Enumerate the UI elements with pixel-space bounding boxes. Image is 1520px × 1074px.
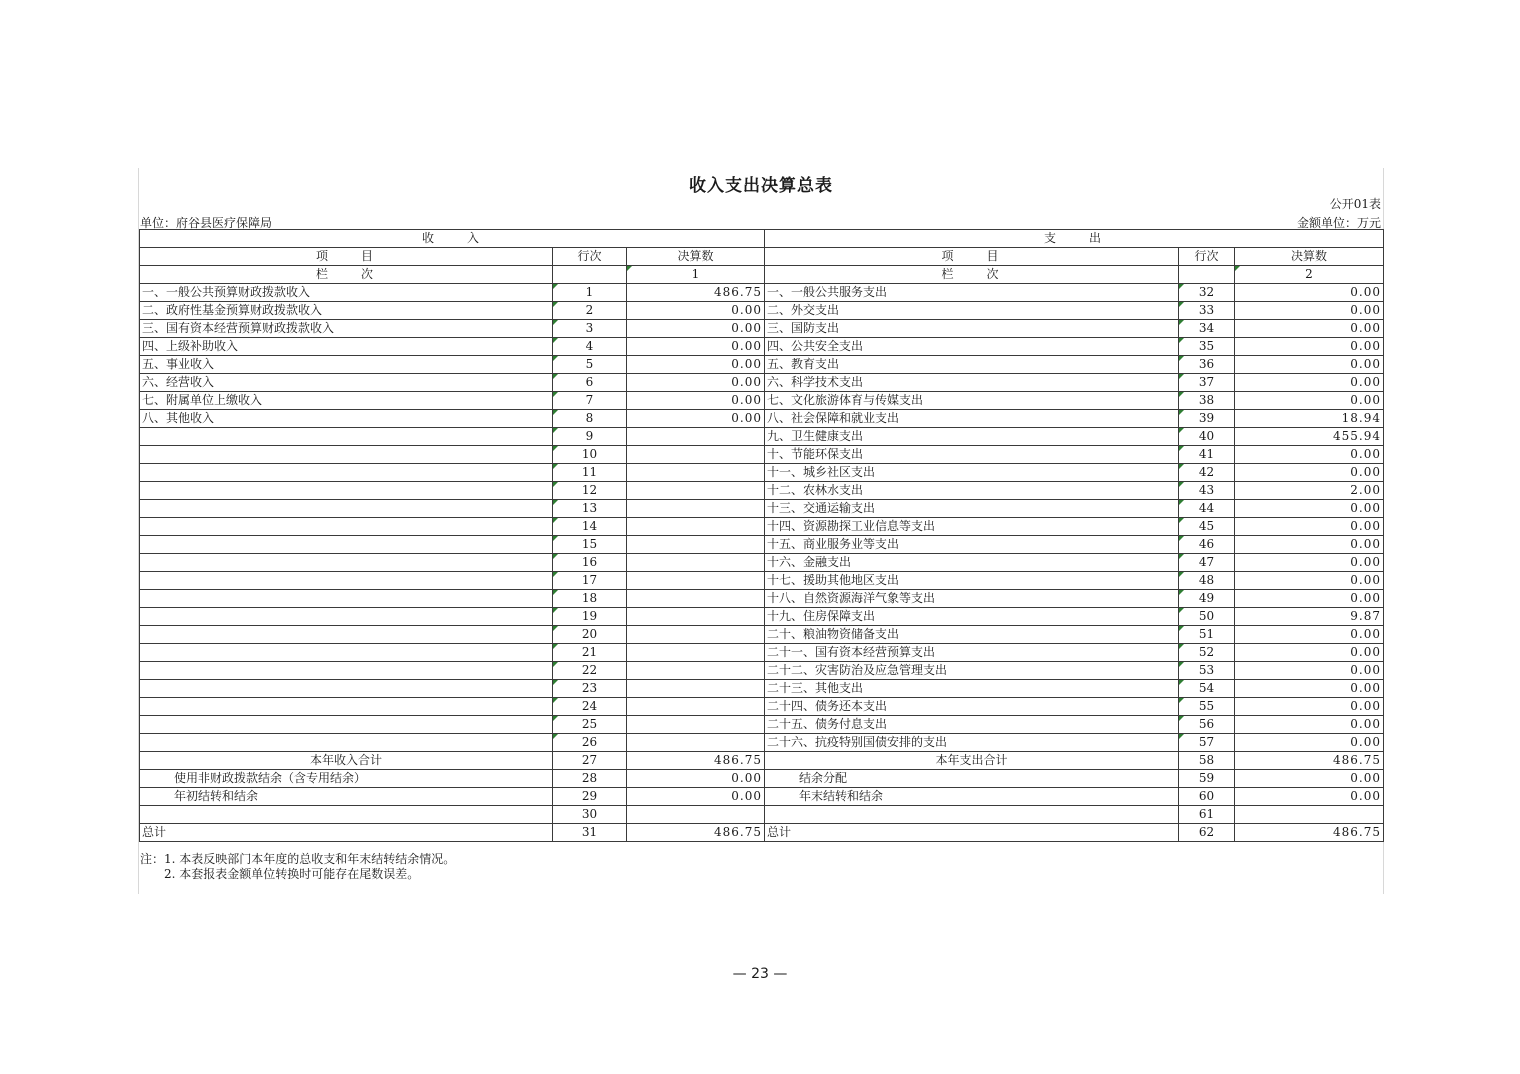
expense-line-no: 44 bbox=[1179, 500, 1235, 518]
income-amount: 0.00 bbox=[627, 374, 765, 392]
expense-item: 十、节能环保支出 bbox=[765, 446, 1179, 464]
table-row bbox=[140, 518, 1384, 536]
page-title: 收入支出决算总表 bbox=[689, 176, 833, 196]
expense-amount: 0.00 bbox=[1235, 644, 1384, 662]
expense-item: 十二、农林水支出 bbox=[765, 482, 1179, 500]
table-row bbox=[140, 536, 1384, 554]
income-line-no: 19 bbox=[553, 608, 627, 626]
income-item: 总计 bbox=[140, 824, 553, 842]
income-item: 六、经营收入 bbox=[140, 374, 553, 392]
income-line-no: 8 bbox=[553, 410, 627, 428]
header-row-sections bbox=[140, 230, 1384, 248]
expense-line-no: 42 bbox=[1179, 464, 1235, 482]
form-code: 公开01表 bbox=[1329, 197, 1381, 211]
note-line-1: 注：1. 本表反映部门本年度的总收支和年末结转结余情况。 bbox=[140, 852, 456, 866]
expense-item: 二十、粮油物资储备支出 bbox=[765, 626, 1179, 644]
expense-item bbox=[765, 806, 1179, 824]
expense-line-no: 62 bbox=[1179, 824, 1235, 842]
expense-item: 总计 bbox=[765, 824, 1179, 842]
income-item: 年初结转和结余 bbox=[140, 788, 553, 806]
expense-amount: 486.75 bbox=[1235, 752, 1384, 770]
expense-line-no: 39 bbox=[1179, 410, 1235, 428]
expense-amount: 0.00 bbox=[1235, 662, 1384, 680]
expense-amount: 0.00 bbox=[1235, 680, 1384, 698]
income-line-no: 29 bbox=[553, 788, 627, 806]
expense-item: 十六、金融支出 bbox=[765, 554, 1179, 572]
expense-line-no: 34 bbox=[1179, 320, 1235, 338]
income-amount bbox=[627, 464, 765, 482]
expense-line-no: 35 bbox=[1179, 338, 1235, 356]
expense-amount: 0.00 bbox=[1235, 788, 1384, 806]
income-line-no: 11 bbox=[553, 464, 627, 482]
expense-amount: 2.00 bbox=[1235, 482, 1384, 500]
expense-amount: 0.00 bbox=[1235, 626, 1384, 644]
expense-item: 十四、资源勘探工业信息等支出 bbox=[765, 518, 1179, 536]
expense-item: 八、社会保障和就业支出 bbox=[765, 410, 1179, 428]
income-line-no: 10 bbox=[553, 446, 627, 464]
income-line-no: 1 bbox=[553, 284, 627, 302]
income-amount: 0.00 bbox=[627, 302, 765, 320]
expense-amount: 455.94 bbox=[1235, 428, 1384, 446]
income-amount bbox=[627, 626, 765, 644]
header-row-column-index bbox=[140, 266, 1384, 284]
expense-amount: 0.00 bbox=[1235, 284, 1384, 302]
expense-item: 一、一般公共服务支出 bbox=[765, 284, 1179, 302]
money-unit: 金额单位：万元 bbox=[1296, 216, 1381, 230]
income-item bbox=[140, 644, 553, 662]
income-line-header: 行次 bbox=[553, 248, 627, 266]
expense-line-no: 53 bbox=[1179, 662, 1235, 680]
expense-line-no: 58 bbox=[1179, 752, 1235, 770]
total-row bbox=[140, 824, 1384, 842]
expense-amount: 9.87 bbox=[1235, 608, 1384, 626]
table-row bbox=[140, 572, 1384, 590]
header-row-columns bbox=[140, 248, 1384, 266]
table-row bbox=[140, 590, 1384, 608]
table-row bbox=[140, 464, 1384, 482]
expense-line-no: 57 bbox=[1179, 734, 1235, 752]
income-amount: 0.00 bbox=[627, 392, 765, 410]
expense-column-label: 栏 次 bbox=[765, 266, 1179, 284]
income-item-header: 项 目 bbox=[140, 248, 553, 266]
table-row bbox=[140, 284, 1384, 302]
table-row bbox=[140, 410, 1384, 428]
expense-amount: 0.00 bbox=[1235, 770, 1384, 788]
expense-line-no: 36 bbox=[1179, 356, 1235, 374]
expense-line-no: 46 bbox=[1179, 536, 1235, 554]
income-expense-table bbox=[139, 229, 1384, 842]
income-line-no: 18 bbox=[553, 590, 627, 608]
expense-item: 二十三、其他支出 bbox=[765, 680, 1179, 698]
income-line-no: 14 bbox=[553, 518, 627, 536]
expense-amount: 0.00 bbox=[1235, 500, 1384, 518]
income-line-no: 22 bbox=[553, 662, 627, 680]
expense-amount: 0.00 bbox=[1235, 554, 1384, 572]
table-row bbox=[140, 374, 1384, 392]
expense-line-no: 45 bbox=[1179, 518, 1235, 536]
table-row bbox=[140, 788, 1384, 806]
table-row bbox=[140, 428, 1384, 446]
income-amount bbox=[627, 500, 765, 518]
income-amount: 0.00 bbox=[627, 338, 765, 356]
income-item bbox=[140, 698, 553, 716]
income-amount: 0.00 bbox=[627, 788, 765, 806]
income-item bbox=[140, 500, 553, 518]
table-row bbox=[140, 320, 1384, 338]
income-column-index: 1 bbox=[627, 266, 765, 284]
income-amount bbox=[627, 680, 765, 698]
income-line-no: 7 bbox=[553, 392, 627, 410]
income-line-no: 15 bbox=[553, 536, 627, 554]
expense-item: 十九、住房保障支出 bbox=[765, 608, 1179, 626]
expense-item: 十七、援助其他地区支出 bbox=[765, 572, 1179, 590]
income-item bbox=[140, 446, 553, 464]
expense-item: 二十四、债务还本支出 bbox=[765, 698, 1179, 716]
income-item bbox=[140, 482, 553, 500]
table-row bbox=[140, 392, 1384, 410]
expense-header: 支 出 bbox=[765, 230, 1384, 248]
expense-item: 二十一、国有资本经营预算支出 bbox=[765, 644, 1179, 662]
expense-item: 十三、交通运输支出 bbox=[765, 500, 1179, 518]
expense-line-no: 41 bbox=[1179, 446, 1235, 464]
table-row bbox=[140, 356, 1384, 374]
income-item: 二、政府性基金预算财政拨款收入 bbox=[140, 302, 553, 320]
income-line-no: 24 bbox=[553, 698, 627, 716]
table-row bbox=[140, 500, 1384, 518]
expense-amount: 0.00 bbox=[1235, 716, 1384, 734]
expense-line-no: 59 bbox=[1179, 770, 1235, 788]
income-item bbox=[140, 518, 553, 536]
income-line-no: 3 bbox=[553, 320, 627, 338]
table-row bbox=[140, 662, 1384, 680]
expense-amount: 0.00 bbox=[1235, 734, 1384, 752]
expense-line-header: 行次 bbox=[1179, 248, 1235, 266]
table-row bbox=[140, 554, 1384, 572]
expense-amount: 0.00 bbox=[1235, 392, 1384, 410]
income-line-no: 9 bbox=[553, 428, 627, 446]
income-line-no: 23 bbox=[553, 680, 627, 698]
income-amount bbox=[627, 590, 765, 608]
expense-amount: 0.00 bbox=[1235, 338, 1384, 356]
income-line-no: 26 bbox=[553, 734, 627, 752]
expense-item: 五、教育支出 bbox=[765, 356, 1179, 374]
expense-item: 二、外交支出 bbox=[765, 302, 1179, 320]
income-amount bbox=[627, 806, 765, 824]
expense-amount: 0.00 bbox=[1235, 374, 1384, 392]
expense-amount: 0.00 bbox=[1235, 590, 1384, 608]
table-row bbox=[140, 446, 1384, 464]
income-item: 四、上级补助收入 bbox=[140, 338, 553, 356]
expense-amount: 0.00 bbox=[1235, 518, 1384, 536]
expense-line-no: 32 bbox=[1179, 284, 1235, 302]
income-line-no: 6 bbox=[553, 374, 627, 392]
income-item bbox=[140, 716, 553, 734]
income-item bbox=[140, 536, 553, 554]
subtotal-row bbox=[140, 752, 1384, 770]
expense-line-no: 38 bbox=[1179, 392, 1235, 410]
income-line-no: 31 bbox=[553, 824, 627, 842]
table-row bbox=[140, 806, 1384, 824]
expense-item: 二十二、灾害防治及应急管理支出 bbox=[765, 662, 1179, 680]
expense-line-no: 55 bbox=[1179, 698, 1235, 716]
expense-item: 二十五、债务付息支出 bbox=[765, 716, 1179, 734]
income-item: 三、国有资本经营预算财政拨款收入 bbox=[140, 320, 553, 338]
expense-item: 十五、商业服务业等支出 bbox=[765, 536, 1179, 554]
expense-item: 四、公共安全支出 bbox=[765, 338, 1179, 356]
income-amount bbox=[627, 716, 765, 734]
table-row bbox=[140, 770, 1384, 788]
report-sheet bbox=[138, 168, 1384, 894]
income-item: 使用非财政拨款结余（含专用结余） bbox=[140, 770, 553, 788]
expense-amount-header: 决算数 bbox=[1235, 248, 1384, 266]
income-amount bbox=[627, 554, 765, 572]
income-line-no: 27 bbox=[553, 752, 627, 770]
income-amount: 486.75 bbox=[627, 752, 765, 770]
table-row bbox=[140, 608, 1384, 626]
income-item: 一、一般公共预算财政拨款收入 bbox=[140, 284, 553, 302]
expense-column-index: 2 bbox=[1235, 266, 1384, 284]
table-row bbox=[140, 626, 1384, 644]
expense-item-header: 项 目 bbox=[765, 248, 1179, 266]
expense-amount: 0.00 bbox=[1235, 464, 1384, 482]
income-amount: 0.00 bbox=[627, 770, 765, 788]
income-amount bbox=[627, 734, 765, 752]
expense-line-no: 60 bbox=[1179, 788, 1235, 806]
income-amount bbox=[627, 428, 765, 446]
expense-amount bbox=[1235, 806, 1384, 824]
income-line-no: 2 bbox=[553, 302, 627, 320]
note-line-2: 2. 本套报表金额单位转换时可能存在尾数误差。 bbox=[140, 867, 420, 881]
income-item: 七、附属单位上缴收入 bbox=[140, 392, 553, 410]
expense-item: 二十六、抗疫特别国债安排的支出 bbox=[765, 734, 1179, 752]
income-amount: 0.00 bbox=[627, 320, 765, 338]
income-item bbox=[140, 428, 553, 446]
table-row bbox=[140, 698, 1384, 716]
income-item bbox=[140, 572, 553, 590]
income-line-no: 21 bbox=[553, 644, 627, 662]
income-line-no: 28 bbox=[553, 770, 627, 788]
income-amount bbox=[627, 482, 765, 500]
expense-line-no: 40 bbox=[1179, 428, 1235, 446]
income-amount bbox=[627, 518, 765, 536]
expense-item: 六、科学技术支出 bbox=[765, 374, 1179, 392]
income-item bbox=[140, 734, 553, 752]
table-row bbox=[140, 338, 1384, 356]
expense-amount: 0.00 bbox=[1235, 320, 1384, 338]
income-amount bbox=[627, 698, 765, 716]
expense-line-no: 56 bbox=[1179, 716, 1235, 734]
income-item bbox=[140, 626, 553, 644]
income-item bbox=[140, 590, 553, 608]
notes bbox=[140, 852, 455, 882]
expense-line-no: 43 bbox=[1179, 482, 1235, 500]
income-item bbox=[140, 806, 553, 824]
income-item bbox=[140, 662, 553, 680]
expense-line-no: 54 bbox=[1179, 680, 1235, 698]
expense-item: 年末结转和结余 bbox=[765, 788, 1179, 806]
income-line-no: 4 bbox=[553, 338, 627, 356]
unit-label: 单位：府谷县医疗保障局 bbox=[140, 216, 273, 230]
table-row bbox=[140, 734, 1384, 752]
income-line-no: 13 bbox=[553, 500, 627, 518]
expense-line-no: 33 bbox=[1179, 302, 1235, 320]
income-amount bbox=[627, 644, 765, 662]
income-column-label: 栏 次 bbox=[140, 266, 553, 284]
expense-item: 十一、城乡社区支出 bbox=[765, 464, 1179, 482]
table-row bbox=[140, 302, 1384, 320]
expense-amount: 0.00 bbox=[1235, 356, 1384, 374]
income-line-no: 20 bbox=[553, 626, 627, 644]
income-item: 八、其他收入 bbox=[140, 410, 553, 428]
table-row bbox=[140, 482, 1384, 500]
income-amount: 0.00 bbox=[627, 410, 765, 428]
expense-line-no: 61 bbox=[1179, 806, 1235, 824]
income-line-no: 5 bbox=[553, 356, 627, 374]
expense-item: 九、卫生健康支出 bbox=[765, 428, 1179, 446]
table-row bbox=[140, 644, 1384, 662]
income-amount: 0.00 bbox=[627, 356, 765, 374]
income-amount bbox=[627, 608, 765, 626]
income-item: 五、事业收入 bbox=[140, 356, 553, 374]
income-amount bbox=[627, 662, 765, 680]
income-amount bbox=[627, 572, 765, 590]
expense-item: 十八、自然资源海洋气象等支出 bbox=[765, 590, 1179, 608]
expense-amount: 0.00 bbox=[1235, 446, 1384, 464]
expense-line-no: 48 bbox=[1179, 572, 1235, 590]
expense-item: 七、文化旅游体育与传媒支出 bbox=[765, 392, 1179, 410]
income-line-blank bbox=[553, 266, 627, 284]
income-line-no: 30 bbox=[553, 806, 627, 824]
income-item bbox=[140, 608, 553, 626]
expense-line-no: 49 bbox=[1179, 590, 1235, 608]
expense-line-no: 47 bbox=[1179, 554, 1235, 572]
expense-item: 三、国防支出 bbox=[765, 320, 1179, 338]
income-item bbox=[140, 464, 553, 482]
income-amount bbox=[627, 446, 765, 464]
income-line-no: 25 bbox=[553, 716, 627, 734]
income-amount: 486.75 bbox=[627, 284, 765, 302]
expense-amount: 0.00 bbox=[1235, 698, 1384, 716]
expense-line-no: 51 bbox=[1179, 626, 1235, 644]
expense-item: 结余分配 bbox=[765, 770, 1179, 788]
income-item bbox=[140, 680, 553, 698]
expense-amount: 0.00 bbox=[1235, 572, 1384, 590]
income-amount bbox=[627, 536, 765, 554]
expense-amount: 0.00 bbox=[1235, 302, 1384, 320]
expense-amount: 0.00 bbox=[1235, 536, 1384, 554]
expense-amount: 486.75 bbox=[1235, 824, 1384, 842]
income-line-no: 17 bbox=[553, 572, 627, 590]
expense-amount: 18.94 bbox=[1235, 410, 1384, 428]
income-header: 收 入 bbox=[140, 230, 765, 248]
expense-line-no: 37 bbox=[1179, 374, 1235, 392]
expense-line-blank bbox=[1179, 266, 1235, 284]
page-number: — 23 — bbox=[732, 966, 788, 982]
expense-line-no: 50 bbox=[1179, 608, 1235, 626]
income-item bbox=[140, 554, 553, 572]
table-row bbox=[140, 716, 1384, 734]
income-item: 本年收入合计 bbox=[140, 752, 553, 770]
income-amount-header: 决算数 bbox=[627, 248, 765, 266]
income-amount: 486.75 bbox=[627, 824, 765, 842]
income-line-no: 16 bbox=[553, 554, 627, 572]
expense-line-no: 52 bbox=[1179, 644, 1235, 662]
expense-item: 本年支出合计 bbox=[765, 752, 1179, 770]
table-row bbox=[140, 680, 1384, 698]
income-line-no: 12 bbox=[553, 482, 627, 500]
